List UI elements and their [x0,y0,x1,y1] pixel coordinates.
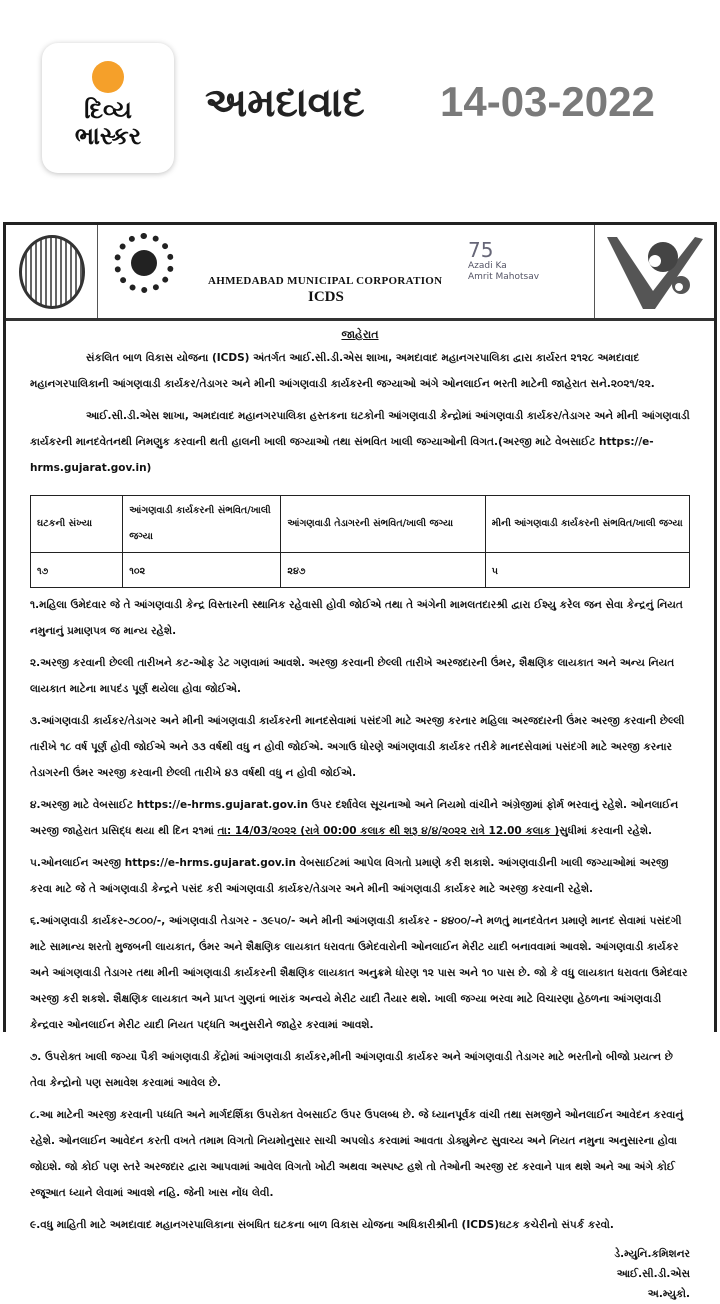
icds-emblem-icon [114,233,174,293]
amc-seal-icon [19,235,85,309]
point-4-text: ઉપર દર્શાવેલ સૂચનાઓ અને નિયમો વાંચીને અંગ્રેજીમાં ફોર્મ ભરવાનું રહેશે. ઓનલાઈન અરજી જાહેરાત પ્રસિદ્ધ થયા થી દિન ૨૧માં [30,799,679,837]
application-dates: તા: 14/03/૨૦૨૨ (રાત્રે 00:00 કલાક થી શરૂ ૪/૪/૨૦૨૨ રાત્રે 12.00 કલાક ) [217,825,560,837]
signatory-dept: આઈ.સી.ડી.એસ [616,1268,690,1280]
col-header: આંગણવાડી કાર્યકરની સંભવિત/ખાલી જગ્યા [123,496,281,553]
point-5 [30,850,690,902]
point-7: ૭. ઉપરોક્ત ખાલી જગ્યા પૈકી આંગણવાડી કેંદ્રોમાં આંગણવાડી કાર્યકર,મીની આંગણવાડી કાર્યકર અને આંગણવાડી તેડાગર માટે ભરતીનો બીજો પ્રયત્ન છે તેવા કેન્દ્રોનો પણ સમાવેશ કરવામાં આવેલ છે. [30,1051,673,1089]
women-child-logo-icon [603,233,707,313]
advertisement [3,222,717,1300]
point-5-text: વેબસાઈટમાં આપેલ વિગતો પ્રમાણે કરી શકાશે. આંગણવાડીની ખાલી જગ્યાઓમાં અરજી કરવા માટે જે તે આંગણવાડી કેન્દ્રને પસંદ કરી આંગણવાડી કાર્યકર/તેડાગર અને મીની આંગણવાડી કાર્યકર માટે અરજી કરવાની રહેશે. [30,857,669,895]
table-row [31,553,690,588]
point-8: ૮.આ માટેની અરજી કરવાની પધ્ધતિ અને માર્ગદર્શિકા ઉપરોક્ત વેબસાઈટ ઉપર ઉપલબ્ધ છે. જે ધ્યાનપૂર્વક વાંચી તથા સમજીને ઓનલાઈન આવેદન કરવાનું રહેશે. ઓનલાઈન આવેદન કરતી વખતે તમામ વિગતો નિયમોનુસાર સાચી અપલોડ કરવામાં આવતા ડોક્યુમેન્ટ સુવાચ્ય અને નિયત નમુના અનુસારના હોવા જોઇશે. જો કોઈ પણ સ્તરે અરજદાર દ્વારા આપવામાં આવેલ વિગતો ખોટી અથવા અસ્પષ્ટ હશે તો તેઓની અરજી રદ કરવાને પાત્ર થશે અને આ અંગે કોઈ રજૂઆત ધ્યાને લેવામાં આવશે નહિ. જેની ખાસ નોંધ લેવી. [30,1109,684,1199]
table-cell: ૧૦૨ [123,553,281,588]
divya-bhaskar-logo [42,43,174,173]
sun-logo-icon [92,61,124,93]
vacancy-table [30,495,690,588]
col-header: મીની આંગણવાડી કાર્યકરની સંભવિત/ખાલી જગ્યા [485,496,689,553]
signature-block [30,1244,690,1304]
intro-paragraph-1: સંકલિત બાળ વિકાસ યોજના (ICDS) અંતર્ગત આઈ.સી.ડી.એસ શાખા, અમદાવાદ મહાનગરપાલિકા દ્વારા કાર્યરત ૨૧૨૮ અમદાવાદ મહાનગરપાલિકાની આંગણવાડી કાર્યકર/તેડાગર અને મીની આંગણવાડી કાર્યકરની જગ્યાઓ અંગે ઓનલાઈન ભરતી માટેની જાહેરાત સને.૨૦૨૧/૨૨. [30,352,655,390]
point-4-text: સુધીમાં કરવાની રહેશે. [559,825,653,837]
logo-line-1: દિવ્ય [84,96,132,124]
col-header: આંગણવાડી તેડાગરની સંભવિત/ખાલી જગ્યા [281,496,485,553]
table-cell: ૫ [485,553,689,588]
website-link[interactable]: https://e-hrms.gujarat.gov.in [136,799,308,811]
edition-city: અમદાવાદ [205,80,365,126]
point-6: ૬.આંગણવાડી કાર્યકર-૭૮૦૦/-, આંગણવાડી તેડાગર - ૩૯૫૦/- અને મીની આંગણવાડી કાર્યકર - ૪૪૦૦/-ને મળતું માનદવેતન પ્રમાણે માનદ સેવામાં પસંદગી માટે સામાન્ય શરતો મુજબની લાયકાત, ઉંમર અને શૈક્ષણિક લાયકાત ધરાવતા ઉમેદવારોની ઓનલાઈન મેરીટ યાદી બનાવવામાં આવશે. આંગણવાડી કાર્યકર અને આંગણવાડી તેડાગર તથા મીની આંગણવાડી કાર્યકરની શૈક્ષણિક લાયકાત અનુક્રમે ધોરણ ૧૨ પાસ અને ૧૦ પાસ છે. જો કે વધુ લાયકાત ધરાવતા ઉમેદવાર અરજી કરી શકશે. શૈક્ષણિક લાયકાત અને પ્રાપ્ત ગુણનાં ભારાંક અન્વયે મેરીટ યાદી તૈયાર થશે. ખાલી જગ્યા ભરવા માટે વિચારણા હેઠળના આંગણવાડી કેન્દ્રવાર ઓનલાઈન મેરીટ યાદી નિયત પદ્ધતિ અનુસરીને જાહેર કરવામાં આવશે. [30,915,688,1031]
azadi-number: 75 [468,238,494,262]
point-1: ૧.મહિલા ઉમેદવાર જે તે આંગણવાડી કેન્દ્ર વિસ્તારની સ્થાનિક રહેવાસી હોવી જોઈએ તથા તે અંગેની મામલતદારશ્રી દ્વારા ઈશ્યુ કરેલ જન સેવા કેન્દ્રનું નિયત નમુનાનું પ્રમાણપત્ર જ માન્ય રહેશે. [30,599,683,637]
ad-header [6,225,714,321]
signatory-title: ડે.મ્યુનિ.કમિશનર [614,1248,690,1260]
intro-paragraph-2: આઈ.સી.ડી.એસ શાખા, અમદાવાદ મહાનગરપાલિકા હસ્તકના ઘટકોની આંગણવાડી કેન્દ્રોમાં આંગણવાડી કાર્યકર/તેડાગર અને મીની આંગણવાડી કાર્યકરની માનદવેતનથી નિમણુક કરવાની થતી હાલની ખાલી જગ્યાઓ તથા સંભવિત ખાલી જગ્યાઓની વિગત.(અરજી માટે વેબસાઈટ https://e-hrms.gujarat.gov.in) [30,410,690,474]
point-4 [30,792,690,844]
edition-date: 14-03-2022 [440,78,655,125]
point-2: ૨.અરજી કરવાની છેલ્લી તારીખને કટ-ઓફ ડેટ ગણવામાં આવશે. અરજી કરવાની છેલ્લી તારીખે અરજદારની ઉંમર, શૈક્ષણિક લાયકાત અને અન્ય નિયત લાયકાત માટેના માપદંડ પૂર્ણ થયેલા હોવા જોઈએ. [30,657,675,695]
col-header: ઘટકની સંખ્યા [31,496,123,553]
logo-line-2: ભાસ્કર [74,122,142,150]
ad-heading: જાહેરાત [341,328,379,341]
table-cell: ૨૪૭ [281,553,485,588]
signatory-org: અ.મ્યુકો. [647,1288,690,1300]
point-4-text: ૪.અરજી માટે વેબસાઈટ [30,799,134,811]
table-cell: ૧૭ [31,553,123,588]
website-link[interactable]: https://e-hrms.gujarat.gov.in [124,857,296,869]
point-3: ૩.આંગણવાડી કાર્યકર/તેડાગર અને મીની આંગણવાડી કાર્યકરની માનદસેવામાં પસંદગી માટે અરજી કરનાર મહિલા અરજદારની ઉંમર અરજી કરવાની છેલ્લી તારીખે ૧૮ વર્ષ પૂર્ણ હોવી જોઈએ અને ૩૩ વર્ષથી વધુ ન હોવી જોઈએ. અગાઉ ધોરણે આંગણવાડી કાર્યકર તરીકે માનદસેવામાં પસંદગી માટે અરજી કરનાર તેડાગરની ઉંમર અરજી કરવાની છેલ્લી તારીખે ૪૩ વર્ષથી વધુ ન હોવી જોઈએ. [30,715,685,779]
dept-name: ICDS [308,289,344,305]
azadi-logo [468,238,540,283]
point-9: ૯.વધુ માહિતી માટે અમદાવાદ મહાનગરપાલિકાના સંબધિત ઘટકના બાળ વિકાસ યોજના અધિકારીશ્રીની (ICDS)ઘટક કચેરીનો સંપર્ક કરવો. [30,1219,614,1231]
azadi-text-2: Amrit Mahotsav [468,272,540,282]
azadi-text-1: Azadi Ka [468,261,507,271]
point-5-text: ૫.ઓનલાઈન અરજી [30,857,122,869]
org-name: AHMEDABAD MUNICIPAL CORPORATION [208,275,443,287]
